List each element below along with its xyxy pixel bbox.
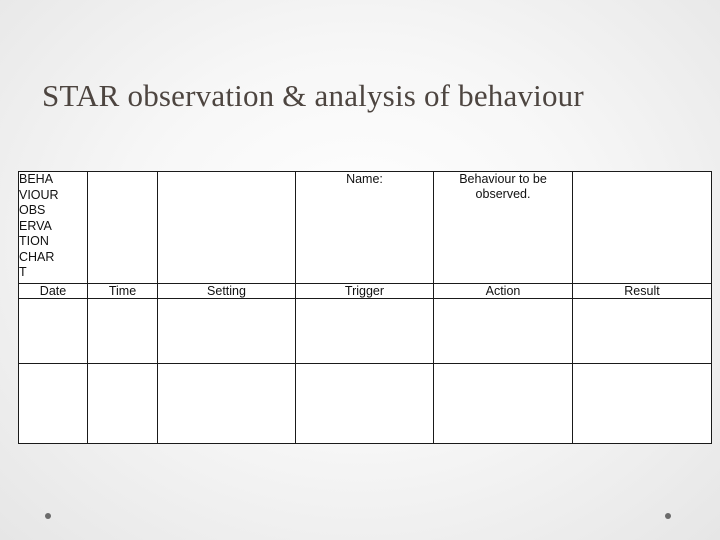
result-cell[interactable] xyxy=(573,364,712,444)
column-header-action: Action xyxy=(434,284,573,299)
time-cell[interactable] xyxy=(88,299,158,364)
chart-title-line: VIOUR xyxy=(19,187,59,202)
chart-title-line: BEHA xyxy=(19,172,54,186)
column-header-time: Time xyxy=(88,284,158,299)
date-cell[interactable] xyxy=(19,364,88,444)
column-header-row xyxy=(19,284,712,299)
behaviour-label-line: Behaviour to be xyxy=(459,172,547,186)
column-header-result: Result xyxy=(573,284,712,299)
empty-cell xyxy=(158,172,296,284)
column-header-setting: Setting xyxy=(158,284,296,299)
chart-title-cell xyxy=(19,172,88,284)
empty-cell xyxy=(88,172,158,284)
chart-top-row xyxy=(19,172,712,284)
name-label: Name: xyxy=(346,172,383,186)
empty-cell xyxy=(573,172,712,284)
column-header-trigger: Trigger xyxy=(296,284,434,299)
date-cell[interactable] xyxy=(19,299,88,364)
table-row xyxy=(19,364,712,444)
time-cell[interactable] xyxy=(88,364,158,444)
chart-title-line: OBS xyxy=(19,203,46,217)
result-cell[interactable] xyxy=(573,299,712,364)
behaviour-field-cell[interactable] xyxy=(434,172,573,284)
column-header-date: Date xyxy=(19,284,88,299)
trigger-cell[interactable] xyxy=(296,364,434,444)
behaviour-label-line: observed. xyxy=(475,187,531,201)
chart-title-line: TION xyxy=(19,234,49,248)
chart-title-line: CHAR xyxy=(19,249,55,264)
slide-title: STAR observation & analysis of behaviour xyxy=(42,78,584,113)
table-row xyxy=(19,299,712,364)
chart-title-line: ERVA xyxy=(19,218,52,233)
observation-table xyxy=(18,171,712,444)
chart-title-line: T xyxy=(19,265,27,279)
behaviour-observation-chart xyxy=(18,171,711,444)
action-cell[interactable] xyxy=(434,364,573,444)
name-field-cell[interactable] xyxy=(296,172,434,284)
action-cell[interactable] xyxy=(434,299,573,364)
decorative-dot-right xyxy=(665,513,671,519)
setting-cell[interactable] xyxy=(158,364,296,444)
decorative-dot-left xyxy=(45,513,51,519)
trigger-cell[interactable] xyxy=(296,299,434,364)
setting-cell[interactable] xyxy=(158,299,296,364)
